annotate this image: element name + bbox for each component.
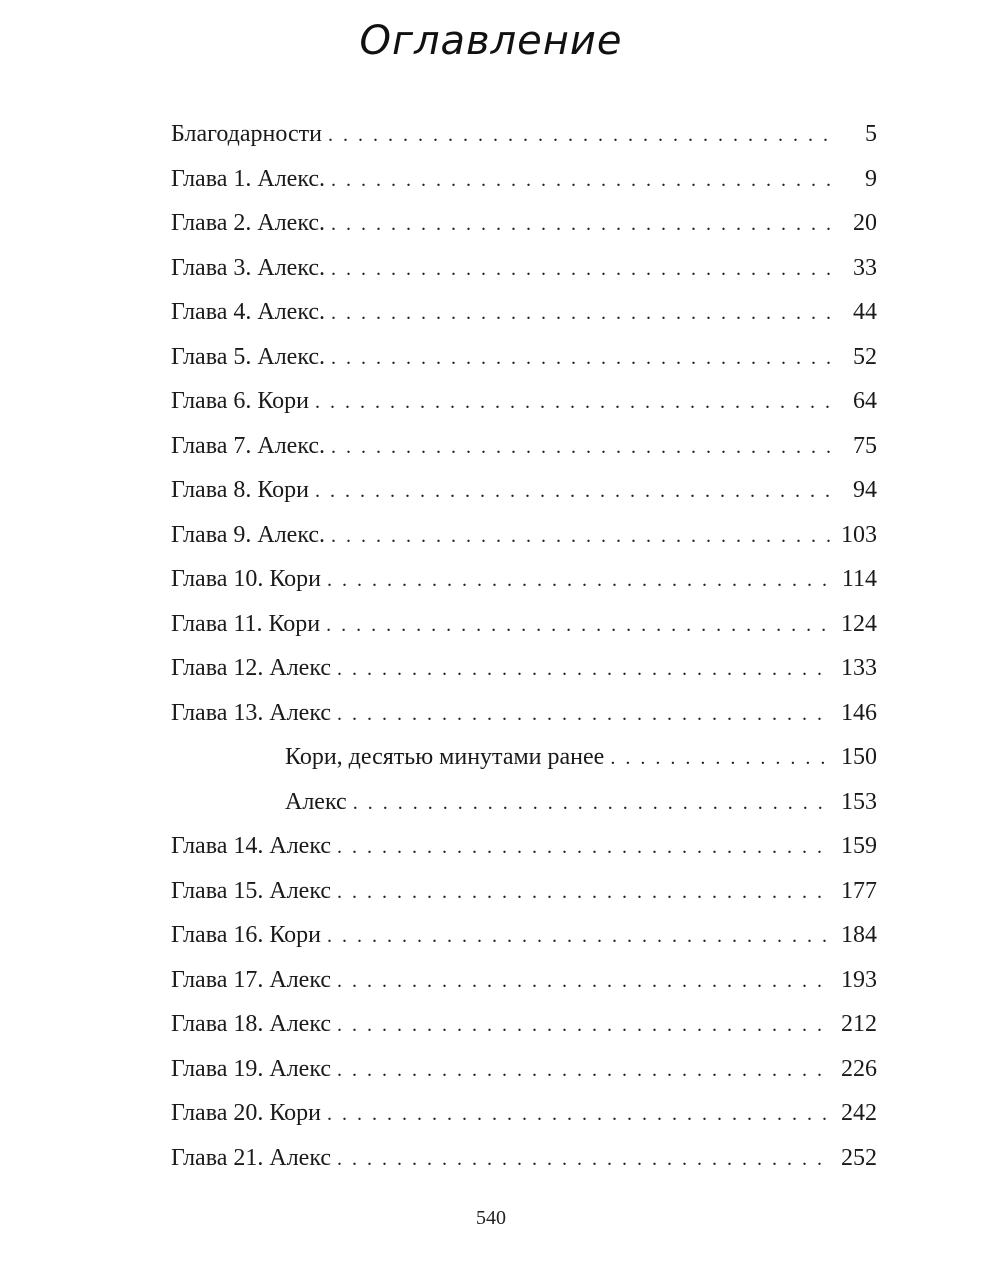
toc-entry-page: 64 — [853, 388, 877, 414]
toc-entry[interactable] — [171, 513, 877, 558]
toc-entry-page: 75 — [853, 432, 877, 459]
toc-entry[interactable] — [171, 646, 877, 691]
toc-entry-label: Глава 14. Алекс — [171, 833, 332, 859]
dot-leader — [331, 425, 835, 470]
dot-leader — [331, 291, 835, 336]
dot-leader — [337, 647, 833, 692]
toc-entry-label: Глава 8. Кори — [171, 477, 310, 503]
toc-entry-label: Кори, десятью минутами ранее — [285, 744, 605, 770]
toc-entry[interactable] — [171, 112, 877, 157]
toc-entry[interactable] — [171, 824, 877, 869]
toc-entry-label: Глава 3. Алекс. — [171, 254, 326, 281]
dot-leader — [337, 1137, 833, 1182]
toc-entry-label: Глава 10. Кори — [171, 566, 322, 592]
toc-entry-page: 44 — [853, 299, 877, 325]
toc-entry-label: Глава 19. Алекс — [171, 1055, 332, 1082]
toc-entry-label: Глава 6. Кори — [171, 388, 310, 414]
toc-entry-label: Глава 21. Алекс — [171, 1144, 332, 1171]
toc-entry[interactable] — [171, 1091, 877, 1136]
toc-entry-label: Глава 7. Алекс. — [171, 432, 326, 459]
dot-leader — [331, 247, 835, 292]
toc-entry-label: Глава 20. Кори — [171, 1100, 322, 1126]
dot-leader — [337, 692, 833, 737]
dot-leader — [337, 870, 833, 915]
toc-entry[interactable] — [171, 201, 877, 246]
dot-leader — [337, 825, 833, 870]
dot-leader — [331, 202, 835, 247]
toc-subentry[interactable] — [171, 780, 877, 825]
toc-entry[interactable] — [171, 424, 877, 469]
toc-entry[interactable] — [171, 557, 877, 602]
dot-leader — [328, 113, 835, 158]
toc-entry[interactable] — [171, 1002, 877, 1047]
toc-subentry[interactable] — [171, 735, 877, 780]
toc-entry[interactable] — [171, 1136, 877, 1181]
toc-entry-label: Глава 9. Алекс. — [171, 521, 326, 548]
dot-leader — [315, 380, 835, 425]
toc-entry-page: 5 — [865, 121, 877, 147]
toc-entry-page: 52 — [853, 343, 877, 370]
dot-leader — [331, 514, 833, 559]
toc-entry[interactable] — [171, 913, 877, 958]
toc-entry-page: 114 — [841, 566, 877, 592]
toc-entry[interactable] — [171, 246, 877, 291]
dot-leader — [331, 158, 835, 203]
toc-entry-page: 242 — [841, 1100, 877, 1126]
toc-entry-label: Глава 4. Алекс. — [171, 299, 326, 325]
dot-leader — [326, 603, 833, 648]
toc-entry-label: Глава 15. Алекс — [171, 877, 332, 904]
toc-entry-label: Благодарности — [171, 121, 322, 147]
dot-leader — [610, 736, 833, 781]
toc-entry-page: 184 — [841, 922, 877, 948]
toc-entry-label: Глава 16. Кори — [171, 922, 322, 948]
toc-entry-page: 177 — [841, 877, 877, 904]
toc-entry[interactable] — [171, 1047, 877, 1092]
dot-leader — [327, 558, 834, 603]
toc-entry[interactable] — [171, 335, 877, 380]
toc-entry[interactable] — [171, 290, 877, 335]
toc-entry[interactable] — [171, 468, 877, 513]
dot-leader — [337, 1048, 833, 1093]
table-of-contents — [171, 112, 877, 1180]
toc-entry-page: 212 — [841, 1011, 877, 1037]
toc-entry-label: Глава 2. Алекс. — [171, 210, 326, 236]
dot-leader — [315, 469, 835, 514]
toc-entry-page: 94 — [853, 477, 877, 503]
toc-entry-page: 33 — [853, 254, 877, 281]
toc-entry-page: 124 — [841, 610, 877, 637]
toc-entry-label: Алекс — [285, 788, 347, 815]
page-title: Оглавление — [359, 18, 623, 64]
toc-entry-page: 159 — [841, 833, 877, 859]
toc-entry-page: 20 — [853, 210, 877, 236]
toc-entry-page: 150 — [841, 744, 877, 770]
toc-entry[interactable] — [171, 379, 877, 424]
toc-entry-label: Глава 12. Алекс — [171, 655, 332, 681]
toc-entry-page: 226 — [841, 1055, 877, 1082]
toc-entry-page: 252 — [841, 1144, 877, 1171]
page-number: 540 — [476, 1207, 506, 1229]
toc-entry[interactable] — [171, 602, 877, 647]
dot-leader — [337, 959, 833, 1004]
toc-entry-label: Глава 13. Алекс — [171, 699, 332, 726]
toc-entry[interactable] — [171, 869, 877, 914]
toc-entry[interactable] — [171, 157, 877, 202]
toc-entry[interactable] — [171, 691, 877, 736]
toc-entry-page: 193 — [841, 966, 877, 993]
dot-leader — [327, 914, 833, 959]
toc-entry-label: Глава 11. Кори — [171, 610, 321, 637]
toc-entry-page: 133 — [841, 655, 877, 681]
dot-leader — [327, 1092, 833, 1137]
dot-leader — [337, 1003, 833, 1048]
toc-entry-label: Глава 1. Алекс. — [171, 165, 326, 192]
toc-entry-page: 153 — [841, 788, 877, 815]
toc-entry-label: Глава 17. Алекс — [171, 966, 332, 993]
toc-entry-page: 9 — [865, 165, 877, 192]
toc-entry-page: 103 — [841, 521, 877, 548]
toc-entry-label: Глава 18. Алекс — [171, 1011, 332, 1037]
dot-leader — [331, 336, 835, 381]
toc-entry[interactable] — [171, 958, 877, 1003]
toc-entry-label: Глава 5. Алекс. — [171, 343, 326, 370]
dot-leader — [353, 781, 833, 826]
toc-entry-page: 146 — [841, 699, 877, 726]
